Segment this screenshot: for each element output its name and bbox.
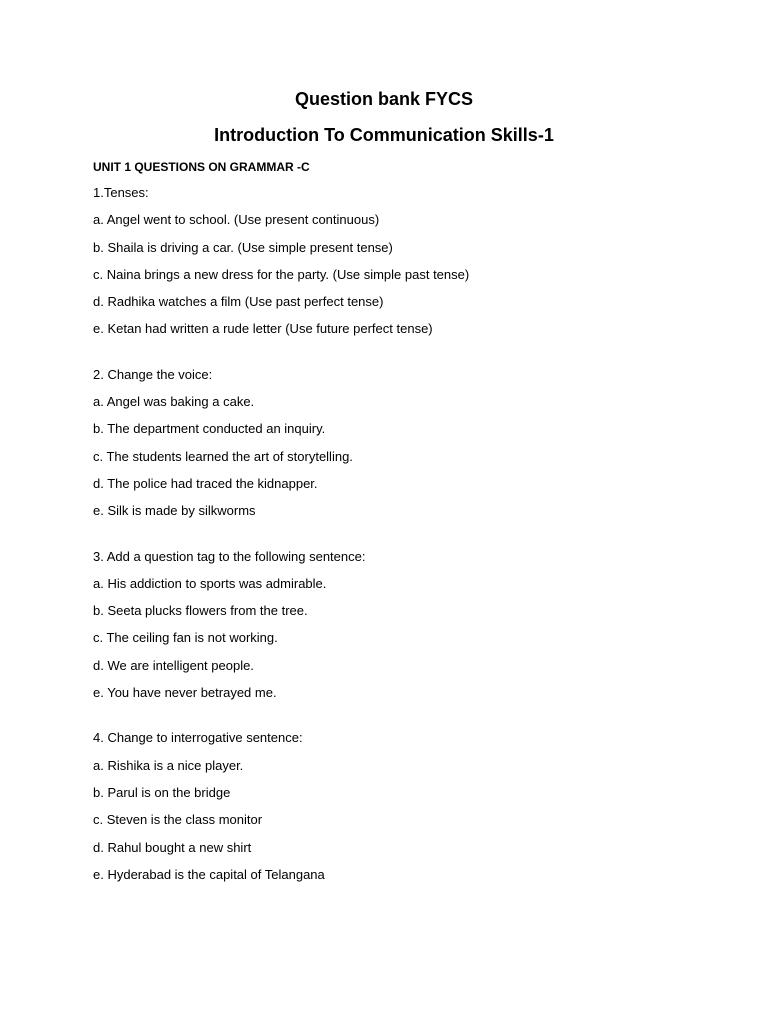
question-item: e. Silk is made by silkworms	[93, 503, 256, 519]
question-list	[93, 184, 713, 893]
question-item: d. We are intelligent people.	[93, 657, 254, 673]
question-item: c. The students learned the art of storytelling.	[93, 448, 353, 464]
section-heading: 1.Tenses:	[93, 185, 149, 200]
question-item: c. Naina brings a new dress for the party. (Use simple past tense)	[93, 266, 470, 282]
question-item: a. Rishika is a nice player.	[93, 757, 244, 773]
question-item: a. Angel was baking a cake.	[93, 394, 255, 410]
question-item: a. Angel went to school. (Use present continuous)	[93, 212, 380, 228]
question-item: d. The police had traced the kidnapper.	[93, 475, 318, 491]
section-question-tag	[93, 548, 713, 702]
section-heading: 3. Add a question tag to the following sentence:	[93, 548, 366, 564]
question-item: c. Steven is the class monitor	[93, 812, 263, 828]
section-tenses	[93, 184, 713, 338]
question-item: b. Seeta plucks flowers from the tree.	[93, 603, 308, 619]
question-item: b. The department conducted an inquiry.	[93, 421, 326, 437]
question-item: b. Parul is on the bridge	[93, 784, 231, 800]
unit-heading: UNIT 1 QUESTIONS ON GRAMMAR -C	[93, 160, 310, 174]
section-heading: 2. Change the voice:	[93, 366, 213, 382]
question-item: a. His addiction to sports was admirable.	[93, 575, 327, 591]
section-interrogative	[93, 729, 713, 883]
question-item: d. Rahul bought a new shirt	[93, 839, 252, 855]
question-item: e. Ketan had written a rude letter (Use future perfect tense)	[93, 321, 433, 337]
document-subtitle: Introduction To Communication Skills-1	[214, 125, 554, 145]
question-item: e. You have never betrayed me.	[93, 685, 277, 701]
question-item: c. The ceiling fan is not working.	[93, 630, 278, 646]
section-change-voice	[93, 366, 713, 520]
question-item: d. Radhika watches a film (Use past perfect tense)	[93, 294, 384, 310]
document-title: Question bank FYCS	[294, 89, 474, 109]
question-item: e. Hyderabad is the capital of Telangana	[93, 866, 325, 882]
question-item: b. Shaila is driving a car. (Use simple present tense)	[93, 239, 393, 255]
section-heading: 4. Change to interrogative sentence:	[93, 730, 303, 746]
